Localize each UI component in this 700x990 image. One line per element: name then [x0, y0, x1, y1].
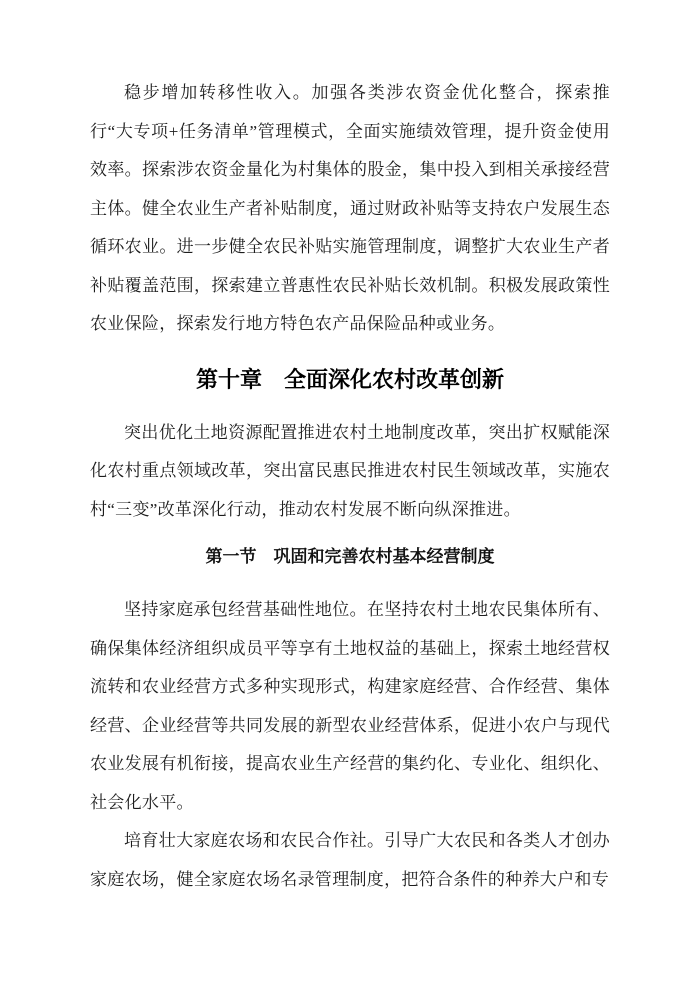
- chapter-heading: 第十章 全面深化农村改革创新: [195, 366, 504, 392]
- paragraph-household-contract: 坚持家庭承包经营基础性地位。在坚持农村土地农民集体所有、确保集体经济组织成员平等享有土地权益的基础上，探索土地经营权流转和农业经营方式多种实现形式，构建家庭经营、合作经营、集体经营、企业经营等共同发展的新型农业经营体系，促进小农户与现代农业发展有机衔接，提高农业生产经营的集约化、专业化、组织化、社会化水平。: [90, 600, 610, 812]
- section-heading: 第一节 巩固和完善农村基本经营制度: [205, 547, 495, 566]
- paragraph-family-farms: 培育壮大家庭农场和农民合作社。引导广大农民和各类人才创办家庭农场，健全家庭农场名录管理制度，把符合条件的种养大户和专: [90, 831, 610, 889]
- paragraph-transfer-income: 稳步增加转移性收入。加强各类涉农资金优化整合，探索推行“大专项+任务清单”管理模式，全面实施绩效管理，提升资金使用效率。探索涉农资金量化为村集体的股金，集中投入到相关承接经营主体。健全农业生产者补贴制度，通过财政补贴等支持农户发展生态循环农业。进一步健全农民补贴实施管理制度，调整扩大农业生产者补贴覆盖范围，探索建立普惠性农民补贴长效机制。积极发展政策性农业保险，探索发行地方特色农产品保险品种或业务。: [90, 83, 610, 333]
- paragraph-chapter-intro: 突出优化土地资源配置推进农村土地制度改革，突出扩权赋能深化农村重点领域改革，突出富民惠民推进农村民生领域改革，实施农村“三变”改革深化行动，推动农村发展不断向纵深推进。: [90, 422, 610, 519]
